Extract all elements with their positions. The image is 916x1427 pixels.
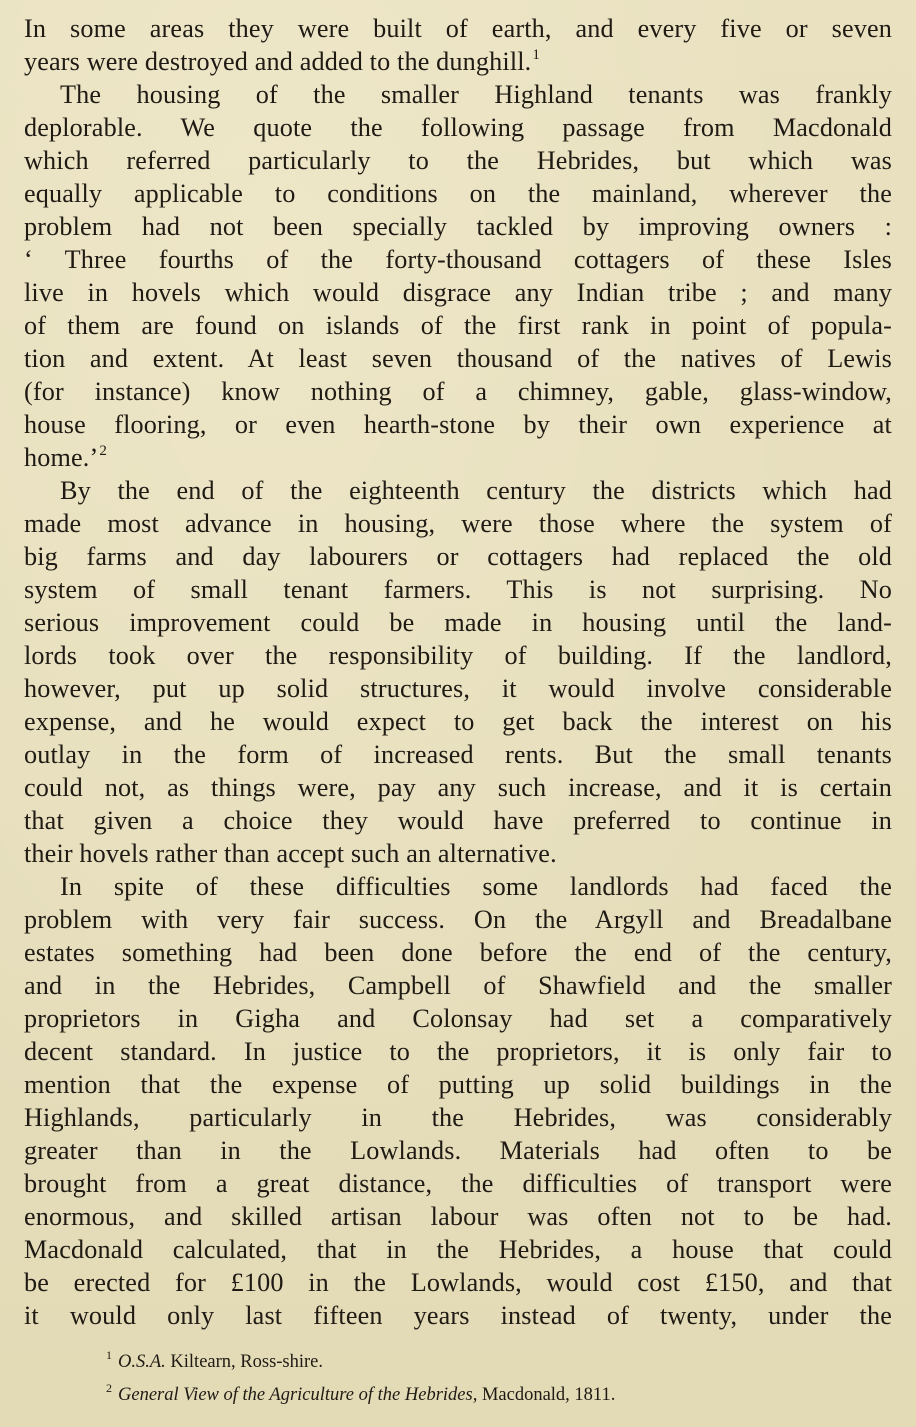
text-line bbox=[24, 12, 892, 45]
footnote-number: 1 bbox=[106, 1348, 112, 1362]
footnote-source-title: General View of the Agriculture of the Hebrides, bbox=[118, 1385, 478, 1405]
text-line-content: deplorable. We quote the following passage from Macdonald bbox=[24, 113, 892, 142]
text-line bbox=[24, 243, 892, 276]
text-line bbox=[24, 111, 892, 144]
text-line-content: proprietors in Gigha and Colonsay had set a comparatively bbox=[24, 1004, 892, 1033]
text-line-content: ‘ Three fourths of the forty-thousand cottagers of these Isles bbox=[24, 245, 892, 274]
text-line-content: and in the Hebrides, Campbell of Shawfield and the smaller bbox=[24, 971, 892, 1000]
footnote-reference: 1 bbox=[532, 47, 541, 63]
text-line-content: brought from a great distance, the difficulties of transport were bbox=[24, 1169, 892, 1198]
footnote-reference: 2 bbox=[99, 443, 108, 459]
text-line-content: home.’ bbox=[24, 443, 99, 472]
text-line-content: house flooring, or even hearth-stone by their own experience at bbox=[24, 410, 892, 439]
text-line bbox=[24, 408, 892, 441]
text-line bbox=[24, 144, 892, 177]
text-line-content: that given a choice they would have preferred to continue in bbox=[24, 806, 892, 835]
footnote bbox=[24, 1379, 892, 1412]
text-line bbox=[24, 771, 892, 804]
text-line bbox=[24, 474, 892, 507]
text-line bbox=[24, 210, 892, 243]
text-line bbox=[24, 177, 892, 210]
text-line bbox=[24, 276, 892, 309]
text-line-content: In some areas they were built of earth, and every five or seven bbox=[24, 14, 892, 43]
text-line-content: enormous, and skilled artisan labour was often not to be had. bbox=[24, 1202, 892, 1231]
text-line-content: (for instance) know nothing of a chimney, gable, glass-window, bbox=[24, 377, 892, 406]
text-line bbox=[24, 837, 892, 870]
text-line bbox=[24, 1134, 892, 1167]
text-line-content: be erected for £100 in the Lowlands, would cost £150, and that bbox=[24, 1268, 892, 1297]
text-line-content: greater than in the Lowlands. Materials had often to be bbox=[24, 1136, 892, 1165]
text-line bbox=[24, 45, 892, 78]
text-line-content: problem with very fair success. On the Argyll and Breadalbane bbox=[24, 905, 892, 934]
text-line-content: mention that the expense of putting up solid buildings in the bbox=[24, 1070, 892, 1099]
footnotes bbox=[24, 1346, 892, 1412]
text-line bbox=[24, 606, 892, 639]
text-line bbox=[24, 1002, 892, 1035]
text-line-content: it would only last fifteen years instead of twenty, under the bbox=[24, 1301, 892, 1330]
text-line bbox=[24, 1068, 892, 1101]
text-line-content: lords took over the responsibility of building. If the landlord, bbox=[24, 641, 892, 670]
text-line-content: however, put up solid structures, it would involve considerable bbox=[24, 674, 892, 703]
text-line bbox=[24, 1167, 892, 1200]
text-line bbox=[24, 573, 892, 606]
text-line-content: Macdonald calculated, that in the Hebrides, a house that could bbox=[24, 1235, 892, 1264]
text-line-content: of them are found on islands of the first rank in point of popula- bbox=[24, 311, 892, 340]
text-line-content: made most advance in housing, were those where the system of bbox=[24, 509, 892, 538]
text-line bbox=[24, 540, 892, 573]
text-line-content: Highlands, particularly in the Hebrides, was considerably bbox=[24, 1103, 892, 1132]
text-line-content: estates something had been done before the end of the century, bbox=[24, 938, 892, 967]
footnote-detail: Macdonald, 1811. bbox=[477, 1385, 616, 1405]
text-line bbox=[24, 969, 892, 1002]
text-line bbox=[24, 1299, 892, 1332]
text-line bbox=[24, 1035, 892, 1068]
text-line-content: In spite of these difficulties some landlords had faced the bbox=[60, 872, 892, 901]
text-line-content: which referred particularly to the Hebrides, but which was bbox=[24, 146, 892, 175]
text-line-content: expense, and he would expect to get back the interest on his bbox=[24, 707, 892, 736]
footnote-number: 2 bbox=[106, 1381, 112, 1395]
text-line bbox=[24, 507, 892, 540]
text-line bbox=[24, 936, 892, 969]
text-line bbox=[24, 738, 892, 771]
page-body-text bbox=[24, 12, 892, 1332]
text-line-content: their hovels rather than accept such an alternative. bbox=[24, 839, 557, 868]
text-line-content: outlay in the form of increased rents. But the small tenants bbox=[24, 740, 892, 769]
footnote bbox=[24, 1346, 892, 1379]
text-line bbox=[24, 672, 892, 705]
text-line bbox=[24, 1233, 892, 1266]
text-line-content: By the end of the eighteenth century the districts which had bbox=[60, 476, 892, 505]
text-line-content: The housing of the smaller Highland tenants was frankly bbox=[60, 80, 892, 109]
footnote-source-title: O.S.A. bbox=[118, 1352, 166, 1372]
footnote-detail: Kiltearn, Ross-shire. bbox=[165, 1352, 324, 1372]
text-line-content: live in hovels which would disgrace any Indian tribe ; and many bbox=[24, 278, 892, 307]
text-line-content: serious improvement could be made in housing until the land- bbox=[24, 608, 892, 637]
text-line-content: tion and extent. At least seven thousand of the natives of Lewis bbox=[24, 344, 892, 373]
text-line bbox=[24, 639, 892, 672]
text-line-content: could not, as things were, pay any such increase, and it is certain bbox=[24, 773, 892, 802]
text-line-content: equally applicable to conditions on the mainland, wherever the bbox=[24, 179, 892, 208]
text-line-content: problem had not been specially tackled by improving owners : bbox=[24, 212, 892, 241]
text-line bbox=[24, 342, 892, 375]
text-line bbox=[24, 705, 892, 738]
text-line-content: decent standard. In justice to the proprietors, it is only fair to bbox=[24, 1037, 892, 1066]
text-line bbox=[24, 1266, 892, 1299]
text-line bbox=[24, 1200, 892, 1233]
text-line bbox=[24, 804, 892, 837]
text-line bbox=[24, 78, 892, 111]
text-line bbox=[24, 903, 892, 936]
text-line bbox=[24, 1101, 892, 1134]
text-line bbox=[24, 441, 892, 474]
text-line-content: years were destroyed and added to the dunghill. bbox=[24, 47, 532, 76]
text-line-content: system of small tenant farmers. This is not surprising. No bbox=[24, 575, 892, 604]
text-line-content: big farms and day labourers or cottagers had replaced the old bbox=[24, 542, 892, 571]
text-line bbox=[24, 375, 892, 408]
text-line bbox=[24, 870, 892, 903]
text-line bbox=[24, 309, 892, 342]
